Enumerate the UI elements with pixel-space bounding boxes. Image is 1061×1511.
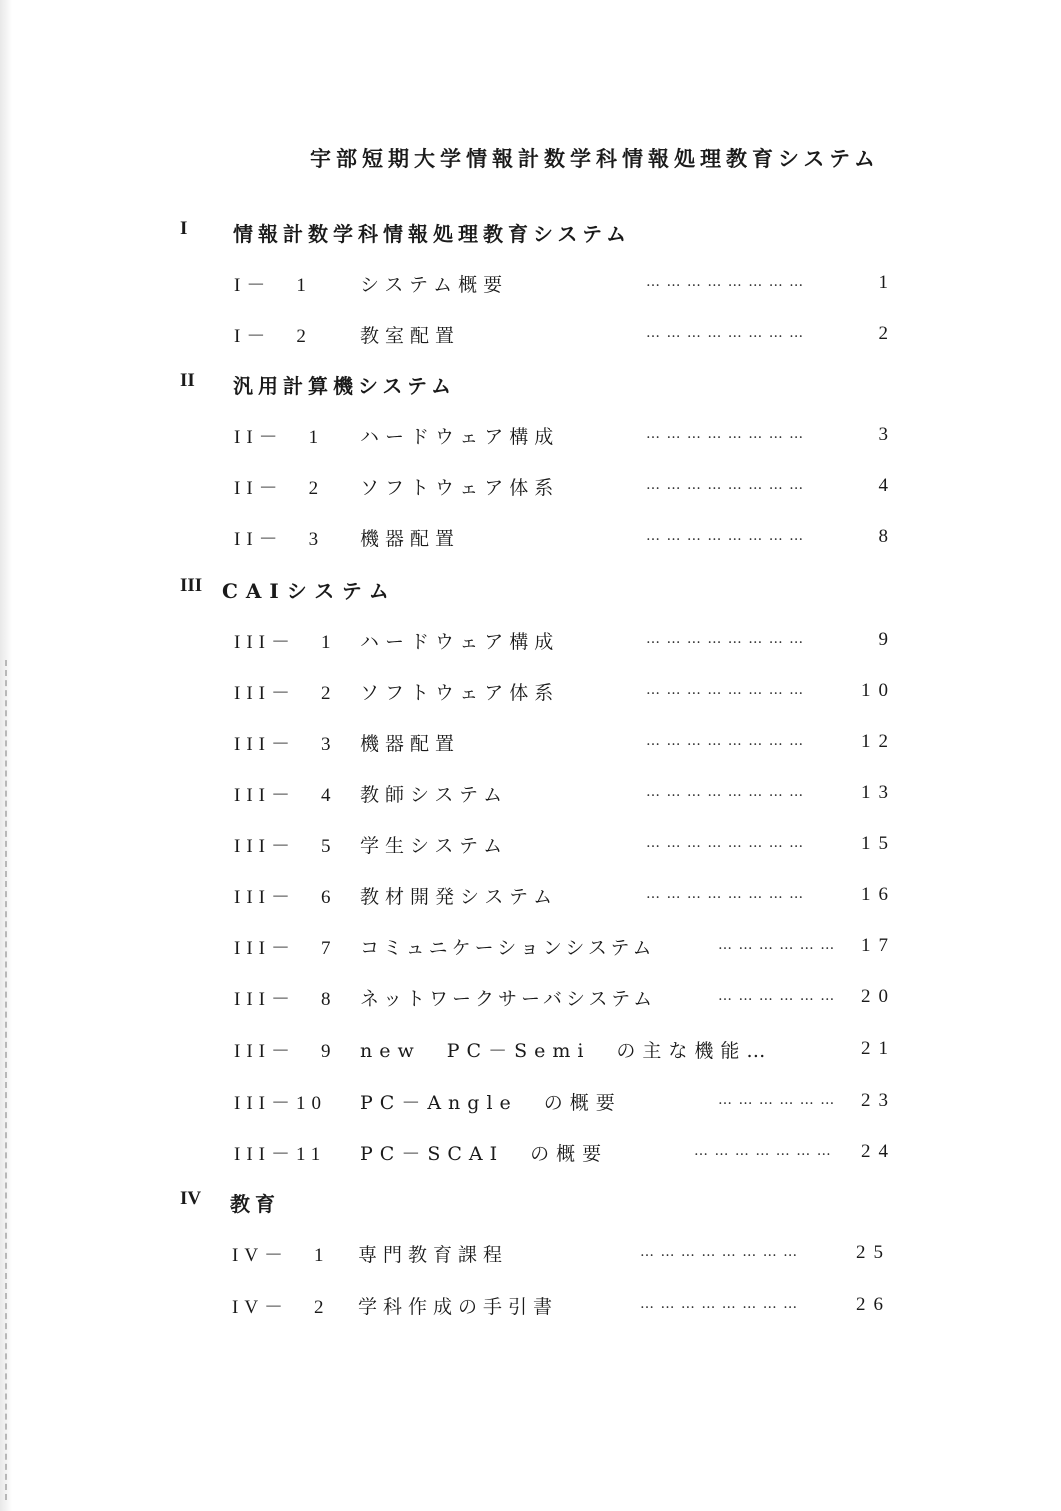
- toc-entry[interactable]: [0, 1036, 1061, 1066]
- entry-number: II－ 1: [234, 427, 325, 448]
- entry-title: PC－SCAI の概要: [360, 1143, 609, 1165]
- entry-number: III－11: [234, 1144, 327, 1165]
- dot-leader: … … … … … … … …: [646, 886, 805, 902]
- page-number: 21: [861, 1038, 896, 1059]
- entry-number: IV－ 2: [232, 1297, 330, 1318]
- page-number: 20: [861, 986, 896, 1007]
- entry-title: ソフトウェア体系: [360, 682, 560, 704]
- entry-number: I－ 2: [234, 326, 312, 347]
- entry-number: III－ 2: [234, 683, 337, 704]
- toc-entry[interactable]: [0, 933, 1061, 963]
- entry-title: PC－Angle の概要: [360, 1092, 622, 1114]
- document-title: 宇部短期大学情報計数学科情報処理教育システム: [310, 146, 880, 171]
- dot-leader: … … … … … … … …: [646, 274, 805, 290]
- toc-entry[interactable]: [0, 729, 1061, 759]
- section-title: 教育: [230, 1192, 280, 1216]
- section-heading: [0, 575, 1061, 605]
- entry-title: ハードウェア構成: [360, 631, 560, 653]
- entry-title: 教室配置: [360, 325, 461, 347]
- section-number: IV: [180, 1188, 202, 1209]
- dot-leader: … … … … … … … …: [646, 325, 805, 341]
- section-number: II: [180, 370, 195, 391]
- entry-number: III－ 6: [234, 887, 337, 908]
- dot-leader: … … … … … … … …: [646, 631, 805, 647]
- section-title: 汎用計算機システム: [233, 374, 456, 398]
- dot-leader: … … … … … …: [718, 937, 836, 953]
- entry-number: III－ 4: [234, 785, 337, 806]
- entry-title: システム概要: [360, 274, 509, 296]
- section-title: CAIシステム: [222, 579, 397, 603]
- dot-leader: … … … … … … … …: [640, 1296, 799, 1312]
- dot-leader: … … … … … … … …: [646, 835, 805, 851]
- entry-title: 教材開発システム: [360, 886, 559, 908]
- entry-title: 教師システム: [360, 784, 509, 806]
- entry-number: III－ 9: [234, 1041, 337, 1062]
- page-number: 16: [861, 884, 896, 905]
- toc-entry[interactable]: [0, 1088, 1061, 1118]
- page-number: 24: [861, 1141, 896, 1162]
- entry-number: III－10: [234, 1093, 327, 1114]
- page-number: 15: [861, 833, 896, 854]
- toc-entry[interactable]: [0, 321, 1061, 351]
- page-number: 23: [861, 1090, 896, 1111]
- entry-number: I－ 1: [234, 275, 312, 296]
- entry-title: ハードウェア構成: [360, 426, 560, 448]
- section-heading: [0, 1188, 1061, 1218]
- page-number: 4: [878, 475, 896, 496]
- entry-number: III－ 3: [234, 734, 337, 755]
- section-number: III: [180, 575, 203, 596]
- entry-number: IV－ 1: [232, 1245, 330, 1266]
- page-number: 12: [861, 731, 896, 752]
- section-title: 情報計数学科情報処理教育システム: [233, 222, 631, 246]
- entry-number: II－ 2: [234, 478, 325, 499]
- entry-title: 機器配置: [360, 733, 461, 755]
- toc-entry[interactable]: [0, 984, 1061, 1014]
- dot-leader: … … … … … … … …: [646, 528, 805, 544]
- entry-title: ネットワークサーバシステム: [360, 988, 657, 1010]
- page-number: 1: [878, 272, 896, 293]
- toc-entry[interactable]: [0, 780, 1061, 810]
- toc-entry[interactable]: [0, 1139, 1061, 1169]
- dot-leader: … … … … … … … …: [646, 784, 805, 800]
- section-number: I: [180, 218, 188, 239]
- entry-title: 学科作成の手引書: [358, 1296, 559, 1318]
- page-number: 17: [861, 935, 896, 956]
- toc-entry[interactable]: [0, 678, 1061, 708]
- page-number: 13: [861, 782, 896, 803]
- dot-leader: … … … … … … … …: [646, 477, 805, 493]
- dot-leader: … … … … … … … …: [646, 426, 805, 442]
- toc-entry[interactable]: [0, 1240, 1061, 1270]
- toc-entry[interactable]: [0, 1292, 1061, 1322]
- dot-leader: … … … … … …: [718, 1092, 836, 1108]
- entry-title: コミュニケーションシステム: [360, 937, 656, 959]
- entry-number: III－ 8: [234, 989, 337, 1010]
- page-number: 10: [861, 680, 896, 701]
- entry-number: III－ 5: [234, 836, 337, 857]
- entry-number: II－ 3: [234, 529, 325, 550]
- entry-number: III－ 7: [234, 938, 337, 959]
- page-number: 25: [856, 1242, 891, 1263]
- entry-title: 機器配置: [360, 528, 461, 550]
- toc-entry[interactable]: [0, 831, 1061, 861]
- toc-entry[interactable]: [0, 473, 1061, 503]
- entry-title: ソフトウェア体系: [360, 477, 560, 499]
- page-number: 3: [878, 424, 896, 445]
- dot-leader: … … … … … … … …: [646, 733, 805, 749]
- dot-leader: … … … … … … …: [694, 1143, 832, 1159]
- section-heading: [0, 218, 1061, 248]
- section-heading: [0, 370, 1061, 400]
- page-number: 26: [856, 1294, 891, 1315]
- toc-entry[interactable]: [0, 882, 1061, 912]
- entry-number: III－ 1: [234, 632, 337, 653]
- page-number: 8: [878, 526, 896, 547]
- page-number: 9: [878, 629, 896, 650]
- entry-title: 学生システム: [360, 835, 509, 857]
- toc-entry[interactable]: [0, 422, 1061, 452]
- entry-title: new PC－Semi の主な機能…: [360, 1040, 773, 1062]
- entry-title: 専門教育課程: [358, 1244, 509, 1266]
- dot-leader: … … … … … … … …: [646, 682, 805, 698]
- page-number: 2: [878, 323, 896, 344]
- toc-entry[interactable]: [0, 524, 1061, 554]
- toc-entry[interactable]: [0, 270, 1061, 300]
- toc-entry[interactable]: [0, 627, 1061, 657]
- dot-leader: … … … … … … … …: [640, 1244, 799, 1260]
- dot-leader: … … … … … …: [718, 988, 836, 1004]
